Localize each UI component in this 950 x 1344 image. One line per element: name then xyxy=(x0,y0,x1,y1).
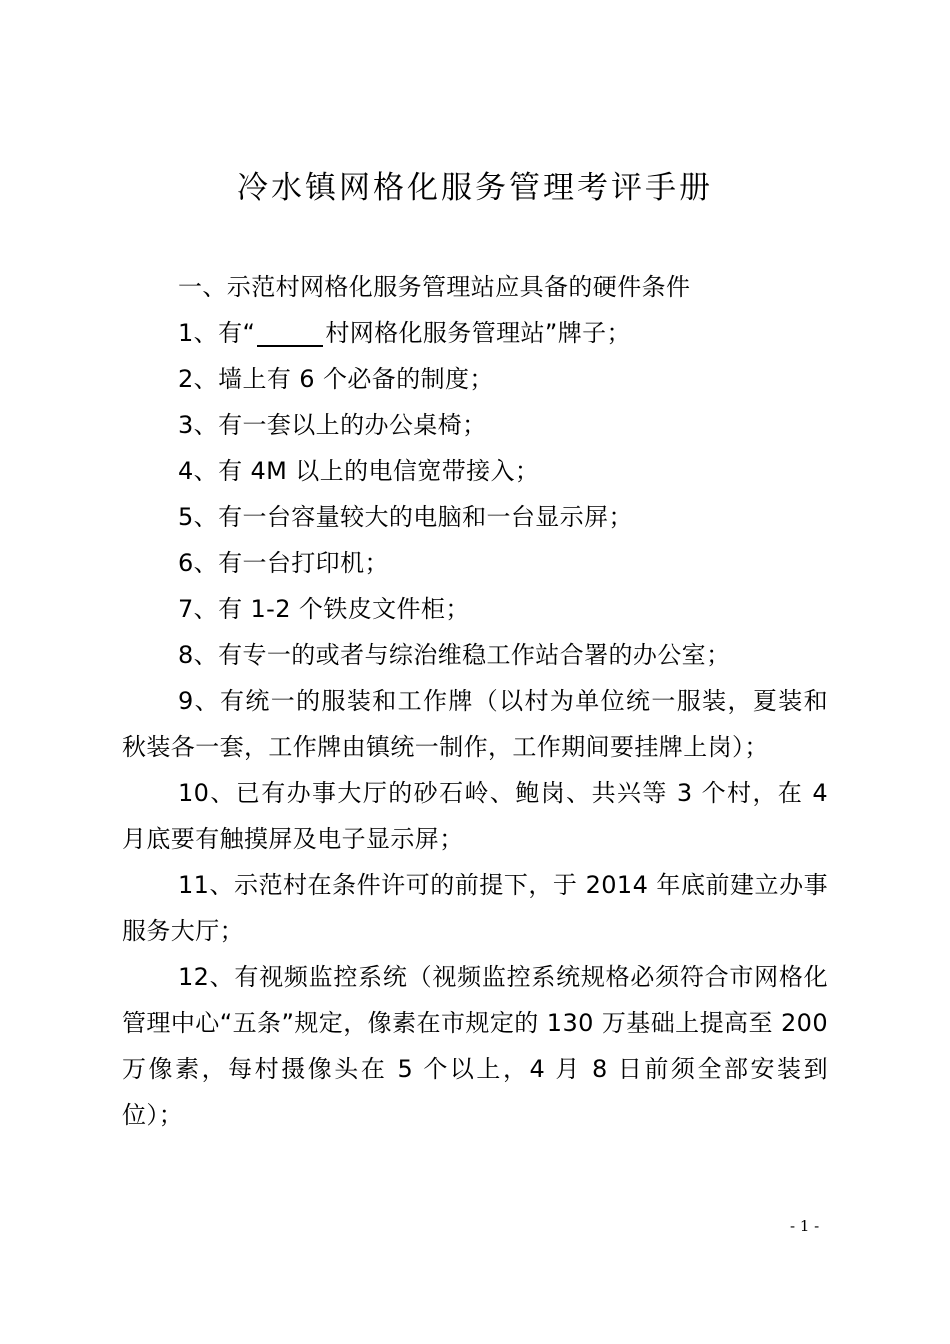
list-item: 10、已有办事大厅的砂石岭、鲍岗、共兴等 3 个村，在 4 月底要有触摸屏及电子显示屏； xyxy=(122,779,828,853)
item1-text-before: 1、有“ xyxy=(178,319,256,347)
fill-in-blank xyxy=(257,317,323,347)
list-item: 11、示范村在条件许可的前提下，于 2014 年底前建立办事服务大厅； xyxy=(122,871,828,945)
list-item: 8、有专一的或者与综治维稳工作站合署的办公室； xyxy=(178,641,731,669)
list-item: 2、墙上有 6 个必备的制度； xyxy=(178,365,494,393)
list-item: 3、有一套以上的办公桌椅； xyxy=(178,411,487,439)
list-item-1 xyxy=(122,310,828,356)
document-title: 冷水镇网格化服务管理考评手册 xyxy=(237,170,713,206)
list-item: 5、有一台容量较大的电脑和一台显示屏； xyxy=(178,503,633,531)
document-body xyxy=(122,264,828,1138)
section-heading: 一、示范村网格化服务管理站应具备的硬件条件 xyxy=(178,273,691,301)
item1-text-after: 村网格化服务管理站”牌子； xyxy=(325,319,631,347)
list-item: 4、有 4M 以上的电信宽带接入； xyxy=(178,457,540,485)
page-number: - 1 - xyxy=(790,1217,820,1235)
list-item: 9、有统一的服装和工作牌（以村为单位统一服装，夏装和秋装各一套，工作牌由镇统一制作，工作期间要挂牌上岗）； xyxy=(122,687,828,761)
list-item: 12、有视频监控系统（视频监控系统规格必须符合市网格化管理中心“五条”规定，像素在市规定的 130 万基础上提高至 200 万像素，每村摄像头在 5 个以上，4 月 8 日前须全部安装到位）； xyxy=(122,963,828,1129)
list-item: 6、有一台打印机； xyxy=(178,549,389,577)
list-item: 7、有 1-2 个铁皮文件柜； xyxy=(178,595,470,623)
